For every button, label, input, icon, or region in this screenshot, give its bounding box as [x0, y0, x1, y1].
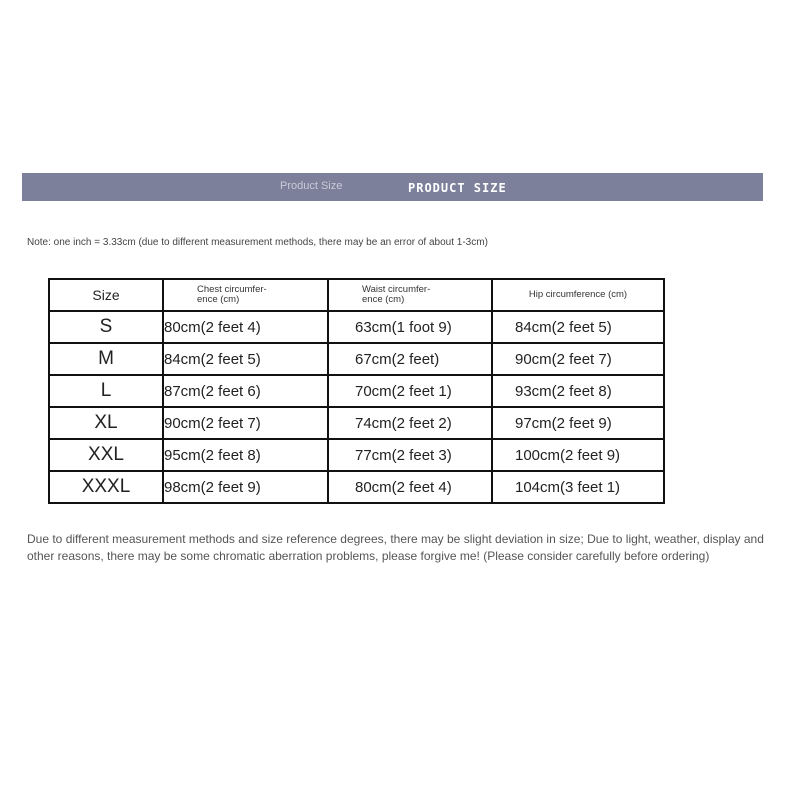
waist-cell: 80cm(2 feet 4)	[328, 471, 492, 503]
header-waist-line2: ence (cm)	[362, 294, 405, 305]
header-hip: Hip circumference (cm)	[492, 279, 664, 311]
chest-cell: 80cm(2 feet 4)	[163, 311, 328, 343]
hip-cell: 84cm(2 feet 5)	[492, 311, 664, 343]
product-size-banner	[22, 173, 763, 201]
table-row	[49, 375, 664, 407]
disclaimer-text: Due to different measurement methods and size reference degrees, there may be slight deviation in size; Due to light, weather, display and other reasons, there may be some chromatic aberration problems, please forgive me! (Please consider carefully before ordering)	[27, 532, 764, 563]
banner-title: PRODUCT SIZE	[408, 181, 507, 195]
table-row	[49, 471, 664, 503]
hip-cell: 100cm(2 feet 9)	[492, 439, 664, 471]
banner-subtitle: Product Size	[280, 180, 343, 192]
hip-cell: 104cm(3 feet 1)	[492, 471, 664, 503]
size-cell: XXL	[49, 439, 163, 471]
table-row	[49, 311, 664, 343]
size-cell: XL	[49, 407, 163, 439]
header-waist-line1: Waist circumfer-	[362, 284, 431, 295]
waist-cell: 67cm(2 feet)	[328, 343, 492, 375]
header-waist	[328, 279, 492, 311]
size-cell: S	[49, 311, 163, 343]
hip-cell: 97cm(2 feet 9)	[492, 407, 664, 439]
header-chest	[163, 279, 328, 311]
chest-cell: 90cm(2 feet 7)	[163, 407, 328, 439]
chest-cell: 87cm(2 feet 6)	[163, 375, 328, 407]
waist-cell: 70cm(2 feet 1)	[328, 375, 492, 407]
size-cell: M	[49, 343, 163, 375]
hip-cell: 90cm(2 feet 7)	[492, 343, 664, 375]
table-header-row	[49, 279, 664, 311]
table-row	[49, 439, 664, 471]
chest-cell: 84cm(2 feet 5)	[163, 343, 328, 375]
chest-cell: 98cm(2 feet 9)	[163, 471, 328, 503]
header-chest-line1: Chest circumfer-	[197, 284, 267, 295]
size-cell: XXXL	[49, 471, 163, 503]
chest-cell: 95cm(2 feet 8)	[163, 439, 328, 471]
header-chest-line2: ence (cm)	[197, 294, 240, 305]
table-row	[49, 343, 664, 375]
measurement-note: Note: one inch = 3.33cm (due to different measurement methods, there may be an error of about 1-3cm)	[27, 237, 488, 248]
hip-cell: 93cm(2 feet 8)	[492, 375, 664, 407]
waist-cell: 77cm(2 feet 3)	[328, 439, 492, 471]
size-cell: L	[49, 375, 163, 407]
header-size: Size	[49, 279, 163, 311]
waist-cell: 63cm(1 foot 9)	[328, 311, 492, 343]
waist-cell: 74cm(2 feet 2)	[328, 407, 492, 439]
table-row	[49, 407, 664, 439]
size-chart-table	[48, 278, 665, 504]
